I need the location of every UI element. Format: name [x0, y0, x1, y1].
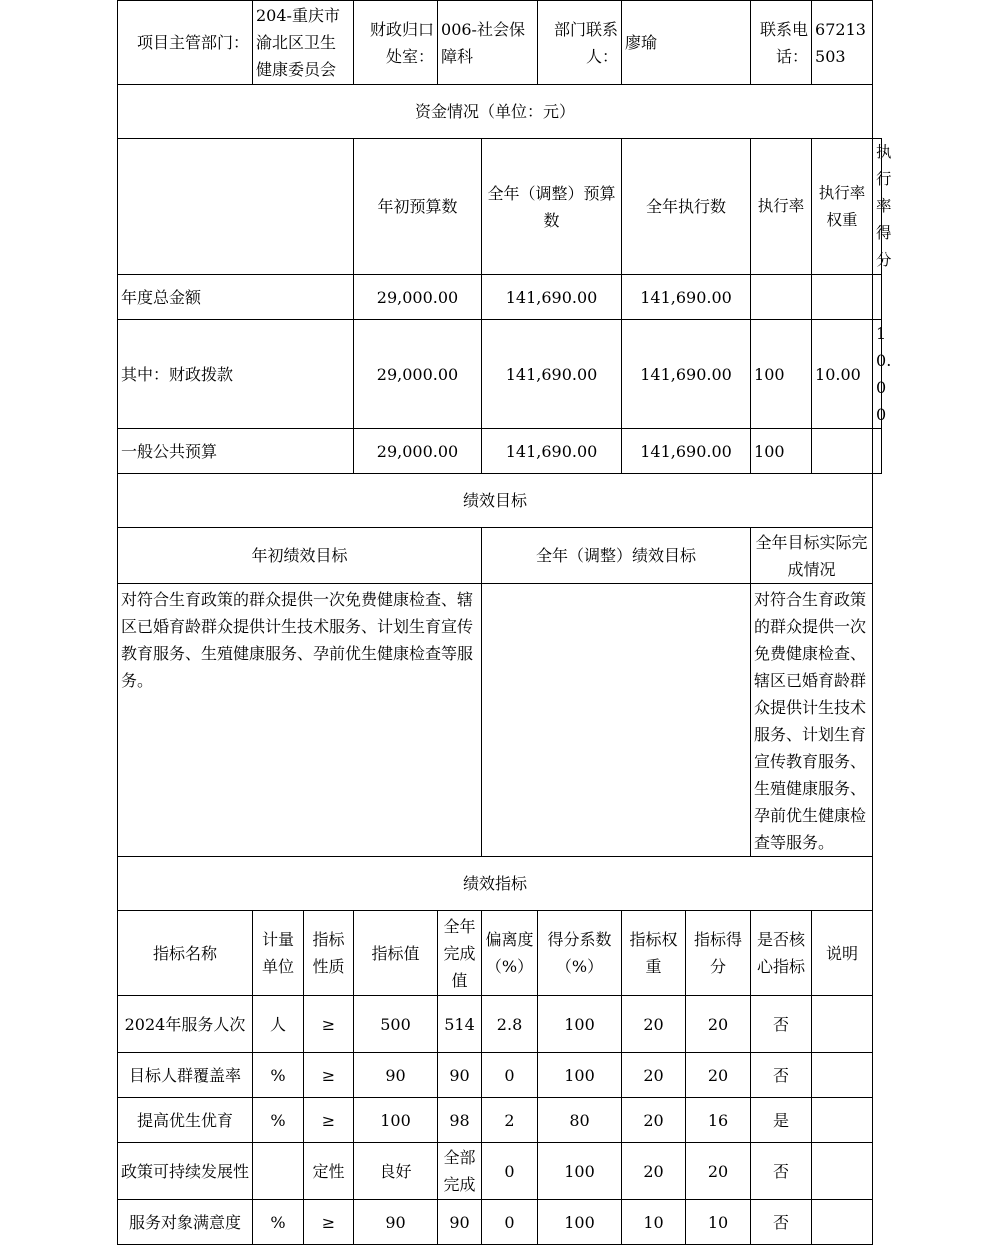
ind-col-name: 指标名称 [118, 911, 253, 996]
ind-col-nature: 指标性质 [304, 911, 354, 996]
ind-nature: ≥ [304, 1098, 354, 1143]
funds-weight [812, 429, 873, 474]
ind-weight: 20 [622, 996, 686, 1053]
phone-value: 67213503 [812, 1, 873, 85]
funds-adjusted: 141,690.00 [482, 320, 622, 429]
goals-initial-text: 对符合生育政策的群众提供一次免费健康检查、辖区已婚育龄群众提供计生技术服务、计划生育宣传教育服务、生殖健康服务、孕前优生健康检查等服务。 [118, 584, 482, 857]
ind-note [812, 1098, 873, 1143]
ind-weight: 20 [622, 1098, 686, 1143]
ind-deviation: 2.8 [482, 996, 538, 1053]
funds-rate: 100 [751, 320, 812, 429]
ind-unit: 人 [253, 996, 304, 1053]
ind-coef: 100 [538, 1143, 622, 1200]
funds-col-rate: 执行率 [751, 139, 812, 275]
ind-score: 20 [686, 996, 751, 1053]
ind-core: 否 [751, 1053, 812, 1098]
funds-row [118, 320, 882, 429]
ind-done: 全部完成 [438, 1143, 482, 1200]
goals-actual-text: 对符合生育政策的群众提供一次免费健康检查、辖区已婚育龄群众提供计生技术服务、计划生育宣传教育服务、生殖健康服务、孕前优生健康检查等服务。 [751, 584, 873, 857]
goals-col-adjusted: 全年（调整）绩效目标 [482, 528, 751, 584]
goals-section-title: 绩效目标 [118, 474, 873, 528]
ind-nature: 定性 [304, 1143, 354, 1200]
ind-deviation: 0 [482, 1143, 538, 1200]
ind-nature: ≥ [304, 1200, 354, 1245]
goals-content-row [118, 584, 882, 857]
funds-col-weight: 执行率权重 [812, 139, 873, 275]
dept-label: 项目主管部门： [118, 1, 253, 85]
funds-header-row [118, 139, 882, 275]
ind-coef: 100 [538, 1200, 622, 1245]
funds-rate [751, 275, 812, 320]
ind-done: 514 [438, 996, 482, 1053]
ind-unit: % [253, 1200, 304, 1245]
ind-score: 20 [686, 1053, 751, 1098]
goals-col-actual: 全年目标实际完成情况 [751, 528, 873, 584]
indicators-section-row [118, 857, 882, 911]
dept-value: 204-重庆市渝北区卫生健康委员会 [253, 1, 354, 85]
ind-unit: % [253, 1098, 304, 1143]
funds-weight: 10.00 [812, 320, 873, 429]
ind-note [812, 996, 873, 1053]
ind-target: 90 [354, 1200, 438, 1245]
ind-deviation: 0 [482, 1200, 538, 1245]
ind-name: 提高优生优育 [118, 1098, 253, 1143]
indicator-row [118, 1200, 882, 1245]
office-label: 财政归口处室： [354, 1, 438, 85]
ind-weight: 20 [622, 1143, 686, 1200]
ind-coef: 80 [538, 1098, 622, 1143]
ind-score: 20 [686, 1143, 751, 1200]
ind-name: 2024年服务人次 [118, 996, 253, 1053]
goals-adjusted-text [482, 584, 751, 857]
ind-target: 90 [354, 1053, 438, 1098]
ind-note [812, 1053, 873, 1098]
ind-weight: 10 [622, 1200, 686, 1245]
ind-col-note: 说明 [812, 911, 873, 996]
ind-note [812, 1143, 873, 1200]
funds-adjusted: 141,690.00 [482, 429, 622, 474]
ind-col-done: 全年完成值 [438, 911, 482, 996]
ind-col-target: 指标值 [354, 911, 438, 996]
indicators-section-title: 绩效指标 [118, 857, 873, 911]
performance-evaluation-form [117, 0, 892, 1245]
funds-score: 10.00 [873, 320, 882, 429]
ind-target: 500 [354, 996, 438, 1053]
funds-row-label: 其中：财政拨款 [118, 320, 354, 429]
funds-col-adjusted: 全年（调整）预算数 [482, 139, 622, 275]
form-table [117, 0, 892, 1245]
goals-header-row [118, 528, 882, 584]
funds-score [873, 429, 882, 474]
goals-section-row [118, 474, 882, 528]
ind-name: 目标人群覆盖率 [118, 1053, 253, 1098]
ind-coef: 100 [538, 996, 622, 1053]
contact-label: 部门联系人： [538, 1, 622, 85]
goals-col-initial: 年初绩效目标 [118, 528, 482, 584]
ind-done: 98 [438, 1098, 482, 1143]
funds-score [873, 275, 882, 320]
ind-target: 良好 [354, 1143, 438, 1200]
indicators-header-row [118, 911, 882, 996]
ind-col-unit: 计量单位 [253, 911, 304, 996]
indicator-row [118, 996, 882, 1053]
header-row [118, 1, 882, 85]
funds-row-label: 年度总金额 [118, 275, 354, 320]
ind-done: 90 [438, 1200, 482, 1245]
ind-score: 16 [686, 1098, 751, 1143]
ind-nature: ≥ [304, 996, 354, 1053]
funds-row [118, 275, 882, 320]
funds-row-label: 一般公共预算 [118, 429, 354, 474]
office-value: 006-社会保障科 [438, 1, 538, 85]
funds-executed: 141,690.00 [622, 275, 751, 320]
ind-col-core: 是否核心指标 [751, 911, 812, 996]
funds-initial: 29,000.00 [354, 275, 482, 320]
funds-col-score: 执行率得分 [873, 139, 882, 275]
ind-core: 否 [751, 996, 812, 1053]
ind-core: 否 [751, 1143, 812, 1200]
ind-name: 服务对象满意度 [118, 1200, 253, 1245]
contact-value: 廖瑜 [622, 1, 751, 85]
funds-header-blank [118, 139, 354, 275]
funds-col-executed: 全年执行数 [622, 139, 751, 275]
ind-col-weight: 指标权重 [622, 911, 686, 996]
phone-label: 联系电话： [751, 1, 812, 85]
ind-deviation: 0 [482, 1053, 538, 1098]
ind-done: 90 [438, 1053, 482, 1098]
funds-row [118, 429, 882, 474]
indicator-row [118, 1143, 882, 1200]
ind-core: 是 [751, 1098, 812, 1143]
indicator-row [118, 1098, 882, 1143]
ind-col-coef: 得分系数（%） [538, 911, 622, 996]
ind-nature: ≥ [304, 1053, 354, 1098]
funds-initial: 29,000.00 [354, 320, 482, 429]
indicator-row [118, 1053, 882, 1098]
funds-executed: 141,690.00 [622, 320, 751, 429]
ind-coef: 100 [538, 1053, 622, 1098]
funds-initial: 29,000.00 [354, 429, 482, 474]
funds-executed: 141,690.00 [622, 429, 751, 474]
funds-section-row [118, 85, 882, 139]
funds-rate: 100 [751, 429, 812, 474]
ind-unit: % [253, 1053, 304, 1098]
ind-col-score: 指标得分 [686, 911, 751, 996]
ind-weight: 20 [622, 1053, 686, 1098]
ind-col-deviation: 偏离度（%） [482, 911, 538, 996]
ind-unit [253, 1143, 304, 1200]
funds-weight [812, 275, 873, 320]
funds-col-initial: 年初预算数 [354, 139, 482, 275]
ind-target: 100 [354, 1098, 438, 1143]
funds-adjusted: 141,690.00 [482, 275, 622, 320]
ind-name: 政策可持续发展性 [118, 1143, 253, 1200]
ind-deviation: 2 [482, 1098, 538, 1143]
funds-section-title: 资金情况（单位：元） [118, 85, 873, 139]
ind-score: 10 [686, 1200, 751, 1245]
ind-core: 否 [751, 1200, 812, 1245]
ind-note [812, 1200, 873, 1245]
